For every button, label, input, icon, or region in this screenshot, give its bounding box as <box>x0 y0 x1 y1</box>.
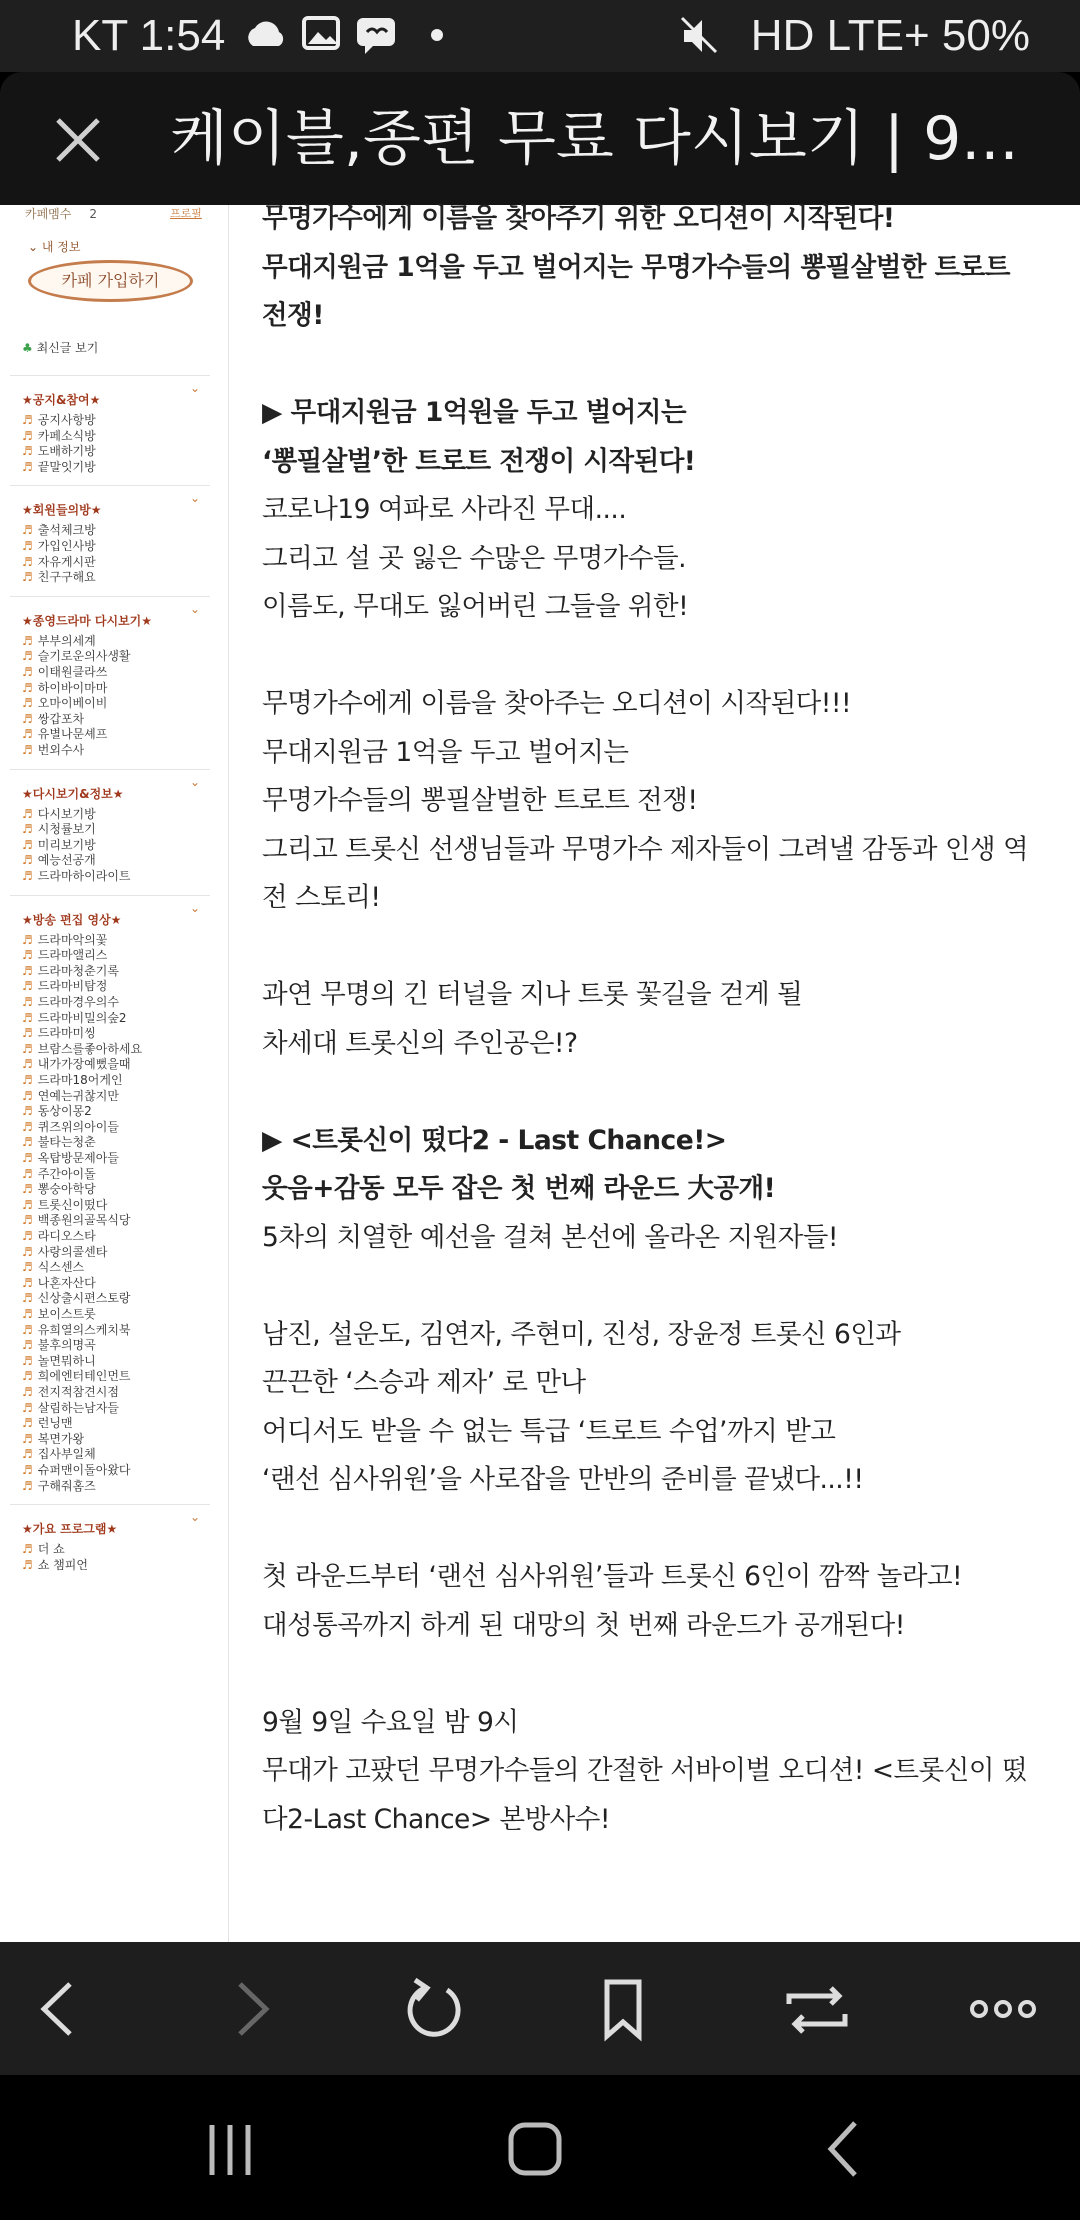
sidebar-divider <box>10 769 210 770</box>
sidebar-divider <box>10 895 210 896</box>
reload-icon[interactable] <box>395 1974 475 2044</box>
sidebar-section-title[interactable]: ★방송 편집 영상★ <box>22 912 122 927</box>
board-icon: ♬ <box>22 1088 33 1103</box>
board-icon: ♬ <box>22 1369 33 1384</box>
status-bar <box>0 0 1080 72</box>
board-icon: ♬ <box>22 1135 33 1150</box>
sidebar-item-label: 시청률보기 <box>37 822 96 837</box>
article-line: ‘랜선 심사위원’을 사로잡을 만반의 준비를 끝냈다...!! <box>262 1464 864 1495</box>
cafe-sidebar <box>0 205 229 1942</box>
sidebar-item[interactable] <box>22 537 96 554</box>
board-icon: ♬ <box>22 1353 33 1368</box>
sidebar-item-label: 자유게시판 <box>37 554 96 569</box>
sidebar-item[interactable] <box>22 993 119 1010</box>
sidebar-item[interactable] <box>22 568 96 585</box>
back-icon[interactable] <box>20 1974 100 2044</box>
sidebar-item-label: 번외수사 <box>37 743 85 757</box>
sidebar-item-label: 복면가왕 <box>37 1431 85 1446</box>
sidebar-item-label: 뽕숭아학당 <box>37 1182 96 1197</box>
sidebar-item-label: 유희열의스케치북 <box>37 1322 131 1337</box>
sidebar-item[interactable] <box>22 679 107 696</box>
article-blank-line <box>262 632 1062 681</box>
sidebar-item[interactable] <box>22 1243 107 1260</box>
sidebar-item[interactable] <box>22 1024 96 1041</box>
clover-icon: ♣ <box>22 341 33 355</box>
sidebar-item[interactable] <box>22 521 96 538</box>
article-line: ▶ <트롯신이 떴다2 - Last Chance!> <box>262 1124 727 1156</box>
board-icon: ♬ <box>22 1151 33 1165</box>
sidebar-item-label: 전지적참견시점 <box>37 1385 119 1399</box>
sidebar-item-label: 브람스를좋아하세요 <box>37 1041 143 1056</box>
board-icon: ♬ <box>22 1244 33 1259</box>
sidebar-item[interactable] <box>22 741 84 758</box>
board-icon: ♬ <box>22 979 33 994</box>
sidebar-item[interactable] <box>22 1321 131 1338</box>
board-icon: ♬ <box>22 1182 33 1197</box>
sidebar-item[interactable] <box>22 1180 96 1197</box>
sidebar-item[interactable] <box>22 1071 123 1088</box>
board-icon: ♬ <box>22 1322 33 1337</box>
board-icon: ♬ <box>22 539 33 553</box>
sidebar-item-label: 불후의명곡 <box>37 1338 96 1353</box>
article-body <box>262 195 1062 1844</box>
sidebar-section-title[interactable]: ★회원들의방★ <box>22 503 102 518</box>
article-line: 9월 9일 수요일 밤 9시 <box>262 1706 519 1738</box>
article-line: 웃음+감동 모두 잡은 첫 번째 라운드 大공개! <box>262 1173 776 1204</box>
sidebar-item-label: 드라마청춘기록 <box>37 963 119 978</box>
sidebar-item-label: 슬기로운의사생활 <box>37 649 131 664</box>
sidebar-item-label: 드라마미씽 <box>37 1026 96 1041</box>
chevron-down-icon[interactable]: ⌄ <box>190 491 201 506</box>
sidebar-item[interactable] <box>22 442 96 459</box>
sidebar-section-title[interactable]: ★공지&참여★ <box>22 393 101 407</box>
board-icon: ♬ <box>22 1213 33 1228</box>
board-icon: ♬ <box>22 696 33 711</box>
sidebar-item[interactable] <box>22 1289 131 1306</box>
sidebar-divider <box>10 485 210 486</box>
board-icon: ♬ <box>22 1400 33 1415</box>
sidebar-item[interactable] <box>22 553 96 570</box>
nav-back-icon[interactable] <box>815 2115 875 2185</box>
sidebar-item[interactable] <box>22 1305 96 1322</box>
sidebar-item[interactable] <box>22 805 96 822</box>
board-icon: ♬ <box>22 1197 33 1212</box>
sidebar-item[interactable] <box>22 1009 127 1026</box>
article-line: 이름도, 무대도 잃어버린 그들을 위한! <box>262 591 689 622</box>
sidebar-item-label: 드라마경우의수 <box>37 995 119 1009</box>
sidebar-item-label: 드라마하이라이트 <box>37 869 131 883</box>
board-icon: ♬ <box>22 853 33 868</box>
sidebar-item-label: 오마이베이비 <box>37 696 108 711</box>
sidebar-item[interactable] <box>22 1227 96 1244</box>
sidebar-item[interactable] <box>22 1055 131 1072</box>
chevron-down-icon[interactable]: ⌄ <box>190 381 201 395</box>
sidebar-item-label: 집사부일체 <box>37 1447 96 1462</box>
join-cafe-button[interactable]: 카페 가입하기 <box>28 260 193 302</box>
sidebar-item-label: 트롯신이떴다 <box>37 1197 108 1212</box>
sidebar-item-label: 출석체크방 <box>37 523 96 538</box>
article-line: 끈끈한 ‘스승과 제자’ 로 만나 <box>262 1367 586 1398</box>
sidebar-item[interactable] <box>22 962 119 979</box>
sidebar-item[interactable] <box>22 663 107 680</box>
board-icon: ♬ <box>22 649 33 664</box>
sidebar-item-label: 쌍갑포차 <box>37 711 85 726</box>
sidebar-item-label: 신상출시편스토랑 <box>37 1291 131 1306</box>
board-icon: ♬ <box>22 1447 33 1462</box>
board-icon: ♬ <box>22 665 33 679</box>
sidebar-item-label: 드라마비밀의숲2 <box>37 1010 127 1025</box>
sidebar-item[interactable] <box>22 725 107 742</box>
board-icon: ♬ <box>22 1073 33 1087</box>
sidebar-item[interactable] <box>22 1367 131 1384</box>
board-icon: ♬ <box>22 1463 33 1477</box>
sidebar-item-label: 카페소식방 <box>37 428 96 443</box>
board-icon: ♬ <box>22 932 33 947</box>
article-line: 첫 라운드부터 ‘랜선 심사위원’들과 트롯신 6인이 깜짝 놀라고! <box>262 1561 963 1592</box>
sidebar-item[interactable] <box>22 647 131 664</box>
sidebar-item[interactable] <box>22 411 96 428</box>
article-blank-line <box>262 923 1062 972</box>
recents-icon[interactable] <box>200 2115 260 2185</box>
sidebar-item-label: 슈퍼맨이돌아왔다 <box>37 1463 131 1477</box>
sidebar-item-label: 드라마앨리스 <box>37 948 108 963</box>
article-line: 무명가수에게 이름을 찾아주는 오디션이 시작된다!!! <box>262 688 852 719</box>
article-line: 무대지원금 1억을 두고 벌어지는 <box>262 736 629 768</box>
sidebar-item[interactable] <box>22 458 96 475</box>
sidebar-item-label: 라디오스타 <box>37 1229 96 1243</box>
recent-posts-link[interactable]: ♣ 최신글 보기 <box>22 341 99 355</box>
title-bar <box>0 72 1080 205</box>
bookmark-icon[interactable] <box>583 1974 663 2044</box>
board-icon: ♬ <box>22 1229 33 1243</box>
sidebar-item-label: 백종원의골목식당 <box>37 1213 131 1228</box>
sidebar-item[interactable] <box>22 1211 131 1228</box>
board-icon: ♬ <box>22 413 33 427</box>
sidebar-item-label: 내가가장예뻤을때 <box>37 1057 131 1072</box>
sidebar-item-label: 유별나문셰프 <box>37 727 108 742</box>
sidebar-divider <box>10 1504 210 1505</box>
sidebar-item-label: 보이스트롯 <box>37 1307 96 1321</box>
board-icon: ♬ <box>22 1291 33 1306</box>
article-line: 무대지원금 1억을 두고 벌어지는 무명가수들의 뽕필살벌한 트로트 <box>262 251 1010 283</box>
board-icon: ♬ <box>22 822 33 837</box>
sidebar-item-label: 사랑의콜센타 <box>37 1244 108 1259</box>
system-navigation-bar <box>0 2075 1080 2220</box>
sidebar-item[interactable] <box>22 694 107 711</box>
sidebar-item[interactable] <box>22 1445 96 1462</box>
sidebar-item-label: 희에엔터테인먼트 <box>37 1369 131 1384</box>
sidebar-item[interactable] <box>22 1540 65 1557</box>
profile-link[interactable]: 프로필 <box>170 207 202 220</box>
board-icon: ♬ <box>22 711 33 726</box>
sidebar-item-label: 나혼자산다 <box>37 1275 96 1290</box>
share-icon[interactable] <box>777 1974 857 2044</box>
board-icon: ♬ <box>22 554 33 569</box>
board-icon: ♬ <box>22 1338 33 1353</box>
board-icon: ♬ <box>22 1104 33 1119</box>
board-icon: ♬ <box>22 1041 33 1056</box>
sidebar-item[interactable] <box>22 1102 92 1119</box>
article-line: 다2-Last Chance> 본방사수! <box>262 1803 610 1835</box>
sidebar-divider <box>10 375 210 376</box>
sidebar-item-label: 드라마비탐정 <box>37 979 108 994</box>
article-line: 5차의 치열한 예선을 걸쳐 본선에 올라온 지원자들! <box>262 1221 839 1253</box>
article-blank-line <box>262 341 1062 390</box>
sidebar-divider <box>10 596 210 597</box>
sidebar-item-label: 식스센스 <box>37 1260 85 1275</box>
board-icon: ♬ <box>22 1557 33 1572</box>
sidebar-item[interactable] <box>22 1196 107 1213</box>
article-line: 과연 무명의 긴 터널을 지나 트롯 꽃길을 걷게 될 <box>262 979 803 1010</box>
status-right: HD LTE+ 50% <box>750 11 1030 60</box>
more-icon[interactable] <box>963 1974 1043 2044</box>
sidebar-item[interactable] <box>22 1399 119 1416</box>
sidebar-section-title[interactable]: ★가요 프로그램★ <box>22 1522 118 1537</box>
sidebar-item[interactable] <box>22 632 96 649</box>
board-icon: ♬ <box>22 1010 33 1025</box>
board-icon: ♬ <box>22 523 33 538</box>
sidebar-item-label: 부부의세계 <box>37 633 96 648</box>
board-icon: ♬ <box>22 869 33 883</box>
sidebar-item-label: 더 쇼 <box>37 1542 65 1557</box>
sidebar-item-label: 드라마악의꽃 <box>37 932 108 947</box>
sidebar-item[interactable] <box>22 820 96 837</box>
board-icon: ♬ <box>22 633 33 648</box>
board-icon: ♬ <box>22 1275 33 1290</box>
sidebar-item[interactable] <box>22 1477 96 1494</box>
mute-icon <box>680 16 720 56</box>
sidebar-section-title[interactable]: ★다시보기&정보★ <box>22 786 124 801</box>
board-icon: ♬ <box>22 1385 33 1399</box>
sidebar-item-label: 런닝맨 <box>37 1416 73 1431</box>
sidebar-item[interactable] <box>22 1336 96 1353</box>
sidebar-item-label: 친구구해요 <box>37 570 96 585</box>
sidebar-item[interactable] <box>22 931 107 948</box>
sidebar-item-label: 퀴즈위의아이들 <box>37 1119 119 1134</box>
article-blank-line <box>262 1505 1062 1554</box>
sidebar-item-label: 드라마18어게인 <box>37 1073 123 1087</box>
board-icon: ♬ <box>22 743 33 757</box>
sidebar-item[interactable] <box>22 1383 119 1400</box>
sidebar-item[interactable] <box>22 1087 119 1104</box>
board-icon: ♬ <box>22 1057 33 1072</box>
sidebar-item-label: 주간아이돌 <box>37 1166 96 1181</box>
sidebar-item[interactable] <box>22 836 96 853</box>
status-time: KT 1:54 <box>72 11 226 60</box>
board-icon: ♬ <box>22 1416 33 1431</box>
message-icon <box>355 16 399 56</box>
sidebar-item[interactable] <box>22 1118 119 1135</box>
board-icon: ♬ <box>22 963 33 978</box>
cafe-members: 카페멤수 2 <box>25 207 98 221</box>
board-icon: ♬ <box>22 948 33 963</box>
sidebar-item-label: 미리보기방 <box>37 837 96 852</box>
forward-icon[interactable] <box>210 1974 290 2044</box>
chevron-down-icon[interactable]: ⌄ <box>190 774 201 789</box>
sidebar-item[interactable] <box>22 1414 73 1431</box>
article-line: 그리고 설 곳 잃은 수많은 무명가수들. <box>262 542 687 574</box>
article-line: ‘뽕필살벌’한 트로트 전쟁이 시작된다! <box>262 445 696 477</box>
sidebar-item-label: 불타는청춘 <box>37 1135 96 1150</box>
sidebar-item-label: 예능선공개 <box>37 853 96 868</box>
cloud-icon <box>243 16 287 52</box>
article-line: 남진, 설운도, 김연자, 주현미, 진성, 장윤정 트롯신 6인과 <box>262 1318 901 1350</box>
dot-icon <box>430 28 444 42</box>
article-line: 전쟁! <box>262 300 324 331</box>
sidebar-item-label: 놀면뭐하니 <box>37 1353 96 1368</box>
board-icon: ♬ <box>22 459 33 474</box>
sidebar-item-label: 도배하기방 <box>37 444 96 459</box>
sidebar-item-label: 쇼 챔피언 <box>37 1557 88 1572</box>
sidebar-item[interactable] <box>22 1352 96 1369</box>
sidebar-item-label: 옥탑방문제아들 <box>37 1151 119 1165</box>
article-line: 대성통곡까지 하게 된 대망의 첫 번째 라운드가 공개된다! <box>262 1609 905 1641</box>
article-blank-line <box>262 1068 1062 1117</box>
board-icon: ♬ <box>22 1307 33 1321</box>
page-content <box>0 205 1080 1942</box>
sidebar-item[interactable] <box>22 1461 131 1478</box>
sidebar-item[interactable] <box>22 710 84 727</box>
article-line: 무명가수에게 이름을 찾아주기 위한 오디션이 시작된다! <box>262 203 895 234</box>
sidebar-item-label: 연예는귀찮지만 <box>37 1088 119 1103</box>
article-line: 전 스토리! <box>262 882 381 913</box>
article-line: 그리고 트롯신 선생님들과 무명가수 제자들이 그려낼 감동과 인생 역 <box>262 833 1029 865</box>
sidebar-item[interactable] <box>22 1133 96 1150</box>
article-line: 무명가수들의 뽕필살벌한 트로트 전쟁! <box>262 785 698 816</box>
board-icon: ♬ <box>22 444 33 459</box>
home-icon[interactable] <box>505 2115 565 2185</box>
board-icon: ♬ <box>22 727 33 742</box>
board-icon: ♬ <box>22 1166 33 1181</box>
image-icon <box>302 16 342 52</box>
article-line: 차세대 트롯신의 주인공은!? <box>262 1027 578 1059</box>
board-icon: ♬ <box>22 837 33 852</box>
sidebar-item[interactable] <box>22 1040 142 1057</box>
sidebar-item[interactable] <box>22 1258 84 1275</box>
sidebar-item-label: 이태원클라쓰 <box>37 665 108 679</box>
sidebar-item[interactable] <box>22 1274 96 1291</box>
sidebar-item-label: 살림하는남자들 <box>37 1400 119 1415</box>
close-icon[interactable] <box>40 106 120 176</box>
chevron-down-icon[interactable]: ⌄ <box>190 1510 201 1525</box>
browser-toolbar <box>0 1942 1080 2075</box>
board-icon: ♬ <box>22 995 33 1009</box>
article-blank-line <box>262 1650 1062 1699</box>
chevron-down-icon: ⌄ <box>28 240 42 254</box>
sidebar-item-label: 공지사항방 <box>37 413 96 427</box>
chevron-down-icon[interactable]: ⌄ <box>190 900 201 915</box>
sidebar-item-label: 구해줘홈즈 <box>37 1478 96 1493</box>
chevron-down-icon[interactable]: ⌄ <box>190 601 201 616</box>
article-line: 무대가 고팠던 무명가수들의 간절한 서바이벌 오디션! <트롯신이 떴 <box>262 1755 1027 1786</box>
sidebar-section-title[interactable]: ★종영드라마 다시보기★ <box>22 613 153 628</box>
my-info[interactable]: ⌄ 내 정보 <box>28 240 81 254</box>
sidebar-item[interactable] <box>22 1165 96 1182</box>
page-title: 케이블,종편 무료 다시보기 | 9... <box>170 104 1019 174</box>
board-icon: ♬ <box>22 1026 33 1041</box>
sidebar-item[interactable] <box>22 977 107 994</box>
sidebar-item-label: 끝말잇기방 <box>37 459 96 474</box>
sidebar-item-label: 동상이몽2 <box>37 1104 92 1119</box>
board-icon: ♬ <box>22 570 33 585</box>
article-blank-line <box>262 1262 1062 1311</box>
board-icon: ♬ <box>22 428 33 443</box>
board-icon: ♬ <box>22 1542 33 1557</box>
sidebar-item[interactable] <box>22 1556 88 1573</box>
board-icon: ♬ <box>22 1478 33 1493</box>
board-icon: ♬ <box>22 680 33 695</box>
sidebar-item-label: 하이바이마마 <box>37 680 108 695</box>
sidebar-item[interactable] <box>22 867 131 884</box>
article-line: 어디서도 받을 수 없는 특급 ‘트로트 수업’까지 받고 <box>262 1415 836 1447</box>
board-icon: ♬ <box>22 806 33 821</box>
article-line: ▶ 무대지원금 1억원을 두고 벌어지는 <box>262 397 687 428</box>
article-line: 코로나19 여파로 사라진 무대.... <box>262 494 627 525</box>
sidebar-item[interactable] <box>22 1430 84 1447</box>
sidebar-item[interactable] <box>22 1149 119 1166</box>
sidebar-item[interactable] <box>22 427 96 444</box>
sidebar-item[interactable] <box>22 851 96 868</box>
sidebar-item-label: 다시보기방 <box>37 806 96 821</box>
board-icon: ♬ <box>22 1260 33 1275</box>
board-icon: ♬ <box>22 1119 33 1134</box>
board-icon: ♬ <box>22 1431 33 1446</box>
sidebar-item[interactable] <box>22 946 107 963</box>
sidebar-item-label: 가입인사방 <box>37 539 96 553</box>
